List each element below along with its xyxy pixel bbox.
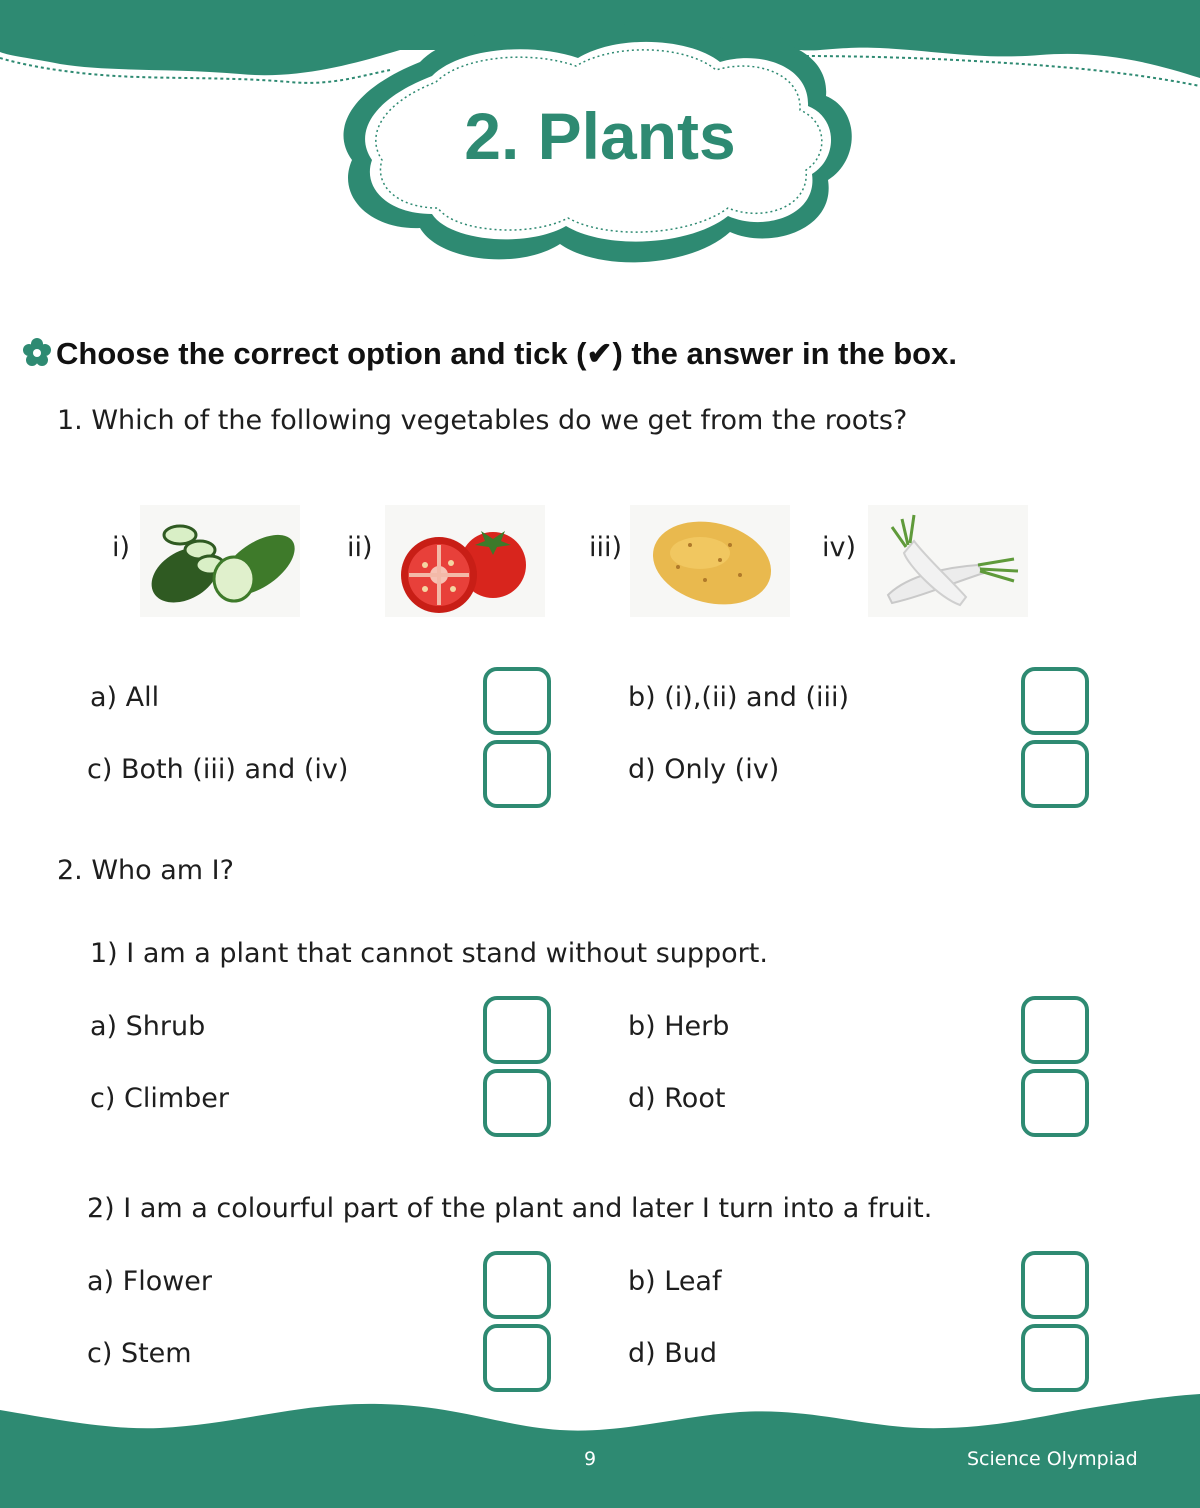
- question-1-text: 1. Which of the following vegetables do we get from the roots?: [57, 405, 908, 436]
- q2-1-answer-box-a[interactable]: [483, 996, 551, 1064]
- q2-1-option-c: c) Climber: [90, 1083, 229, 1114]
- tomato-image: [385, 505, 545, 617]
- q2-1-option-d: d) Root: [628, 1083, 726, 1114]
- flower-bullet-icon: [22, 337, 52, 367]
- q2-2-option-a: a) Flower: [87, 1266, 213, 1297]
- q1-option-b: b) (i),(ii) and (iii): [628, 682, 850, 713]
- q2-2-answer-box-d[interactable]: [1021, 1324, 1089, 1392]
- potato-image: [630, 505, 790, 617]
- q1-option-a: a) All: [90, 682, 160, 713]
- q2-1-option-a: a) Shrub: [90, 1011, 206, 1042]
- image-label-i: i): [112, 532, 131, 563]
- q2-2-answer-box-a[interactable]: [483, 1251, 551, 1319]
- q2-2-answer-box-c[interactable]: [483, 1324, 551, 1392]
- q1-answer-box-a[interactable]: [483, 667, 551, 735]
- q2-2-option-d: d) Bud: [628, 1338, 718, 1369]
- radish-image: [868, 505, 1028, 617]
- q2-2-option-c: c) Stem: [87, 1338, 192, 1369]
- question-2-sub-2-text: 2) I am a colourful part of the plant and later I turn into a fruit.: [87, 1193, 933, 1224]
- page-number: 9: [584, 1448, 597, 1470]
- image-label-ii: ii): [347, 532, 373, 563]
- q1-option-c: c) Both (iii) and (iv): [87, 754, 349, 785]
- q2-1-answer-box-d[interactable]: [1021, 1069, 1089, 1137]
- footer-brand: Science Olympiad: [967, 1448, 1138, 1470]
- image-label-iv: iv): [822, 532, 857, 563]
- chapter-title: 2. Plants: [464, 99, 736, 173]
- q2-1-answer-box-b[interactable]: [1021, 996, 1089, 1064]
- q1-answer-box-b[interactable]: [1021, 667, 1089, 735]
- q1-answer-box-c[interactable]: [483, 740, 551, 808]
- image-label-iii: iii): [589, 532, 623, 563]
- q1-answer-box-d[interactable]: [1021, 740, 1089, 808]
- q1-option-d: d) Only (iv): [628, 754, 780, 785]
- q2-1-option-b: b) Herb: [628, 1011, 730, 1042]
- question-2-text: 2. Who am I?: [57, 855, 234, 886]
- q2-2-option-b: b) Leaf: [628, 1266, 722, 1297]
- q2-2-answer-box-b[interactable]: [1021, 1251, 1089, 1319]
- question-2-sub-1-text: 1) I am a plant that cannot stand without support.: [90, 938, 768, 969]
- instruction-text: Choose the correct option and tick (✔) the answer in the box.: [56, 336, 957, 371]
- cucumber-image: [140, 505, 300, 617]
- instruction-heading: [22, 336, 957, 372]
- q2-1-answer-box-c[interactable]: [483, 1069, 551, 1137]
